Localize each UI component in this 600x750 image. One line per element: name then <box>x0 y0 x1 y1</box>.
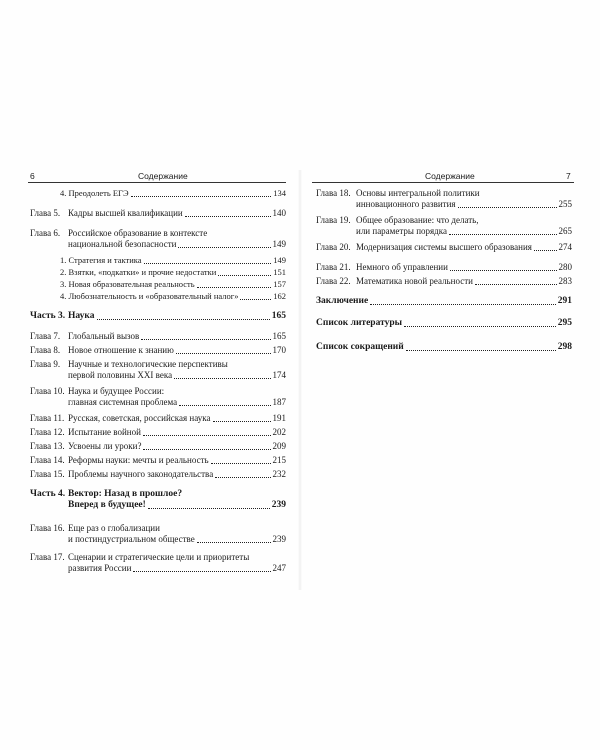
dot-leader <box>215 476 270 478</box>
entry-title-line: Основы интегральной политики <box>356 188 480 198</box>
entry-title-line: Список сокращений <box>316 342 404 352</box>
page-ref: 232 <box>272 469 286 479</box>
entry-title-line: 3. Новая образовательная реальность <box>60 279 195 289</box>
chapter-number: Глава 10. <box>30 386 65 396</box>
toc-entry <box>30 345 286 356</box>
toc-entry <box>316 242 572 253</box>
toc-entry <box>30 359 286 381</box>
entry-title-line: национальной безопасности <box>68 239 177 249</box>
entry-title-line: 4. Любознательность и «образовательный налог» <box>60 291 239 301</box>
page-number: 6 <box>30 171 35 181</box>
dot-leader <box>143 448 270 450</box>
dot-leader <box>174 377 270 379</box>
entry-title-line: 1. Стратегия и тактика <box>60 255 142 265</box>
toc-entry <box>30 441 286 452</box>
entry-title-line: Проблемы научного законодательства <box>68 469 214 479</box>
toc-entry <box>30 413 286 424</box>
entry-title-line: Еще раз о глобализации <box>68 523 160 533</box>
page-ref: 134 <box>273 188 286 198</box>
chapter-number: Глава 16. <box>30 523 65 533</box>
header-rule <box>28 182 286 183</box>
page-ref: 209 <box>272 441 286 451</box>
entry-title-line: Русская, советская, российская наука <box>68 413 211 423</box>
dot-leader <box>458 206 557 208</box>
toc-entry <box>30 523 286 545</box>
chapter-number: Глава 22. <box>316 276 351 286</box>
entry-title-line: Российское образование в контексте <box>68 228 208 238</box>
entry-title-line: инновационного развития <box>356 199 456 209</box>
toc-section-entry <box>30 311 286 322</box>
entry-title-line: или параметры порядка <box>356 226 447 236</box>
entry-title-line: Заключение <box>316 296 369 306</box>
entry-title-line: Общее образование: что делать, <box>356 215 479 225</box>
entry-title-line: 4. Преодолеть ЕГЭ <box>60 188 129 198</box>
dot-leader <box>179 404 270 406</box>
toc-entry <box>60 188 286 199</box>
dot-leader <box>143 434 271 436</box>
dot-leader <box>133 570 270 572</box>
page-ref: 215 <box>272 455 286 465</box>
toc-entry <box>60 291 286 302</box>
toc-entry <box>30 386 286 408</box>
part-number: Часть 3. <box>30 311 66 321</box>
page-ref: 202 <box>272 427 286 437</box>
chapter-number: Глава 15. <box>30 469 65 479</box>
chapter-number: Глава 12. <box>30 427 65 437</box>
entry-title-line: Вектор: Назад в прошлое? <box>68 489 183 499</box>
entry-title-line: Математика новой реальности <box>356 276 473 286</box>
right-page <box>300 0 600 750</box>
toc-entry <box>30 455 286 466</box>
page-ref: 280 <box>558 262 572 272</box>
dot-leader <box>97 318 270 320</box>
toc-entry <box>60 267 286 278</box>
entry-title-line: Новое отношение к знанию <box>68 345 174 355</box>
page-ref: 140 <box>272 208 286 218</box>
toc-entry <box>60 279 286 290</box>
entry-title-line: Испытание войной <box>68 427 141 437</box>
chapter-number: Глава 6. <box>30 228 61 238</box>
dot-leader <box>213 420 271 422</box>
entry-title-line: Кадры высшей квалификации <box>68 208 183 218</box>
page-ref: 239 <box>271 500 286 510</box>
entry-title-line: Модернизация системы высшего образования <box>356 242 532 252</box>
entry-title-line: Усвоены ли уроки? <box>68 441 142 451</box>
entry-title-line: первой половины XXI века <box>68 370 173 380</box>
chapter-number: Глава 20. <box>316 242 351 252</box>
page-ref: 187 <box>272 397 286 407</box>
entry-title-line: 2. Взятки, «подкатки» и прочие недостатки <box>60 267 217 277</box>
dot-leader <box>131 195 272 197</box>
page-number: 7 <box>566 171 571 181</box>
toc-entry <box>30 552 286 574</box>
chapter-number: Глава 14. <box>30 455 65 465</box>
page-ref: 247 <box>272 563 286 573</box>
toc-section-entry <box>30 489 286 511</box>
entry-title-line: развития России <box>68 563 132 573</box>
page-ref: 191 <box>272 413 286 423</box>
dot-leader <box>197 286 272 288</box>
page-ref: 162 <box>273 291 286 301</box>
part-number: Часть 4. <box>30 489 66 499</box>
entry-title-line: Наука и будущее России: <box>68 386 165 396</box>
dot-leader <box>240 298 271 300</box>
running-head: Содержание <box>138 171 188 181</box>
page-ref: 265 <box>558 226 572 236</box>
page-ref: 283 <box>558 276 572 286</box>
entry-title-line: главная системная проблема <box>68 397 178 407</box>
toc-section-entry <box>316 318 572 329</box>
toc-entry <box>316 215 572 237</box>
entry-title-line: и постиндустриальном обществе <box>68 534 195 544</box>
dot-leader <box>176 352 271 354</box>
dot-leader <box>475 283 557 285</box>
entry-title-line: Список литературы <box>316 318 403 328</box>
dot-leader <box>144 262 272 264</box>
page-ref: 239 <box>272 534 286 544</box>
entry-title-line: Научные и технологические перспективы <box>68 359 228 369</box>
page-ref: 274 <box>558 242 572 252</box>
chapter-number: Глава 19. <box>316 215 351 225</box>
dot-leader <box>450 269 557 271</box>
dot-leader <box>449 233 557 235</box>
chapter-number: Глава 11. <box>30 413 65 423</box>
dot-leader <box>185 215 271 217</box>
dot-leader <box>218 274 271 276</box>
header-rule <box>312 182 574 183</box>
entry-title-line: Сценарии и стратегические цели и приоритеты <box>68 552 250 562</box>
running-head: Содержание <box>425 171 475 181</box>
page-ref: 165 <box>272 331 286 341</box>
page-ref: 170 <box>272 345 286 355</box>
entry-title-line: Реформы науки: мечты и реальность <box>68 455 209 465</box>
toc-entry <box>316 262 572 273</box>
page-ref: 151 <box>273 267 286 277</box>
dot-leader <box>197 541 271 543</box>
toc-entry <box>30 469 286 480</box>
dot-leader <box>534 249 557 251</box>
dot-leader <box>178 246 270 248</box>
chapter-number: Глава 17. <box>30 552 65 562</box>
chapter-number: Глава 9. <box>30 359 61 369</box>
toc-entry <box>30 208 286 219</box>
dot-leader <box>148 507 270 509</box>
toc-entry <box>30 331 286 342</box>
page-ref: 174 <box>272 370 286 380</box>
chapter-number: Глава 7. <box>30 331 61 341</box>
page-ref: 149 <box>272 239 286 249</box>
toc-entry <box>60 255 286 266</box>
dot-leader <box>406 349 556 351</box>
page-ref: 255 <box>558 199 572 209</box>
chapter-number: Глава 5. <box>30 208 61 218</box>
page-ref: 291 <box>557 296 572 306</box>
toc-entry <box>316 276 572 287</box>
dot-leader <box>370 303 556 305</box>
chapter-number: Глава 8. <box>30 345 61 355</box>
entry-title-line: Наука <box>68 311 95 321</box>
dot-leader <box>141 338 270 340</box>
dot-leader <box>404 325 556 327</box>
toc-section-entry <box>316 296 572 307</box>
entry-title-line: Вперед в будущее! <box>68 500 146 510</box>
page-ref: 157 <box>273 279 286 289</box>
page-ref: 165 <box>271 311 286 321</box>
page-ref: 298 <box>557 342 572 352</box>
dot-leader <box>211 462 271 464</box>
entry-title-line: Глобальный вызов <box>68 331 140 341</box>
entry-title-line: Немного об управлении <box>356 262 448 272</box>
toc-section-entry <box>316 342 572 353</box>
chapter-number: Глава 13. <box>30 441 65 451</box>
chapter-number: Глава 18. <box>316 188 351 198</box>
toc-entry <box>30 427 286 438</box>
toc-entry <box>316 188 572 210</box>
page-ref: 295 <box>557 318 572 328</box>
page-ref: 149 <box>273 255 286 265</box>
toc-entry <box>30 228 286 250</box>
chapter-number: Глава 21. <box>316 262 351 272</box>
